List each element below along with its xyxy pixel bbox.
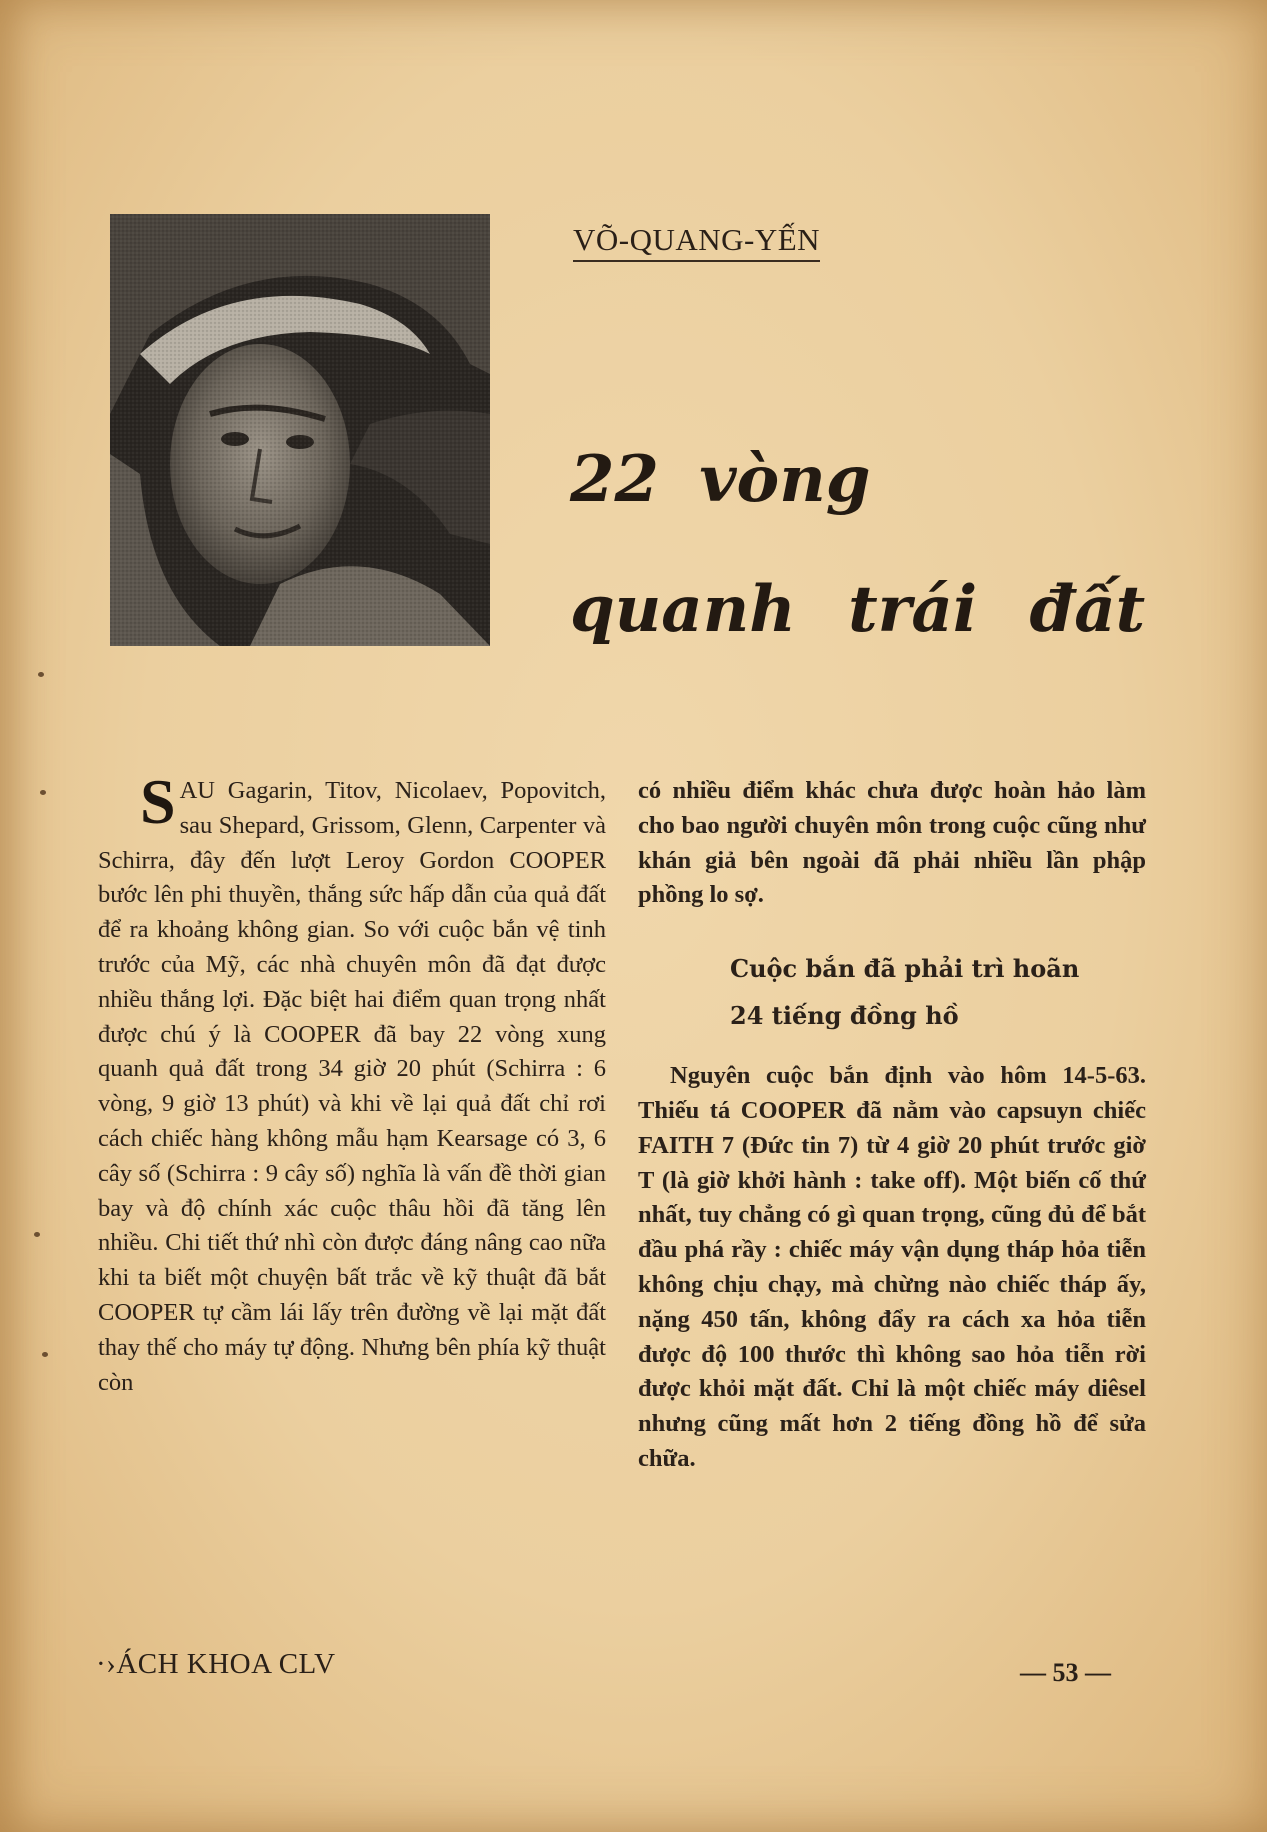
right-column (638, 774, 1146, 1477)
section-subheading (730, 945, 1146, 1039)
paper-speck (34, 1232, 40, 1237)
subheading-line1: Cuộc bắn đã phải trì hoãn (730, 954, 1080, 984)
subheading-line2: 24 tiếng đồng hồ (730, 1001, 959, 1031)
astronaut-photo (110, 214, 490, 646)
paper-speck (38, 672, 44, 677)
right-paragraph-1: có nhiều điểm khác chưa được hoàn hảo làm cho bao người chuyên môn trong cuộc cũng như khán giả bên ngoài đã phải nhiều lần phập phồng lo sợ. (638, 777, 1146, 909)
left-column-text: AU Gagarin, Titov, Nicolaev, Popovitch, sau Shepard, Grissom, Glenn, Carpenter và Schirra, đây đến lượt Leroy Gordon COOPER bước lên phi thuyền, thắng sức hấp dẫn của quả đất để ra khoảng không gian. So với cuộc bắn vệ tinh trước của Mỹ, các nhà chuyên môn đã đạt được nhiều thắng lợi. Đặc biệt hai điểm quan trọng nhất được chú ý là COOPER đã bay 22 vòng xung quanh quả đất trong 34 giờ 20 phút (Schirra : 6 vòng, 9 giờ 13 phút) và khi về lại quả đất chỉ rơi cách chiếc hàng không mẫu hạm Kearsage có 3, 6 cây số (Schirra : 9 cây số) nghĩa là vấn đề thời gian bay và độ chính xác cuộc thâu hồi đã tăng lên nhiều. Chi tiết thứ nhì còn được đáng nâng cao nữa khi ta biết một chuyện bất trắc về kỹ thuật đã bắt COOPER tự cầm lái lấy trên đường về lại mặt đất thay thế cho máy tự động. Nhưng bên phía kỹ thuật còn (98, 777, 606, 1396)
left-column (98, 766, 606, 1400)
article-title-line1: 22 vòng (570, 442, 871, 517)
paper-speck (42, 1352, 48, 1357)
author-name: VÕ-QUANG-YẾN (573, 222, 820, 262)
magazine-name: ·›ÁCH KHOA CLV (96, 1648, 336, 1680)
paper-speck (40, 790, 46, 795)
page-number: — 53 — (1020, 1658, 1111, 1687)
astronaut-portrait-icon (110, 214, 490, 646)
article-title-line2: quanh trái đất (570, 572, 1146, 647)
body-paragraph (98, 766, 606, 1400)
right-paragraph-2: Nguyên cuộc bắn định vào hôm 14-5-63. Thiếu tá COOPER đã nằm vào capsuyn chiếc FAITH 7 (Đức tin 7) từ 4 giờ 20 phút trước giờ T (là giờ khởi hành : take off). Một biến cố thứ nhất, tuy chẳng có gì quan trọng, cũng đủ để bắt đầu phá rầy : chiếc máy vận dụng tháp hỏa tiễn không chịu chạy, mà chừng nào chiếc tháp ấy, nặng 450 tấn, không đẩy ra cách xa hỏa tiễn được độ 100 thước thì không sao hỏa tiễn rời được khỏi mặt đất. Chỉ là một chiếc máy diêsel nhưng cũng mất hơn 2 tiếng đồng hồ để sửa chữa. (638, 1062, 1146, 1472)
dropcap-letter: S (140, 766, 176, 837)
